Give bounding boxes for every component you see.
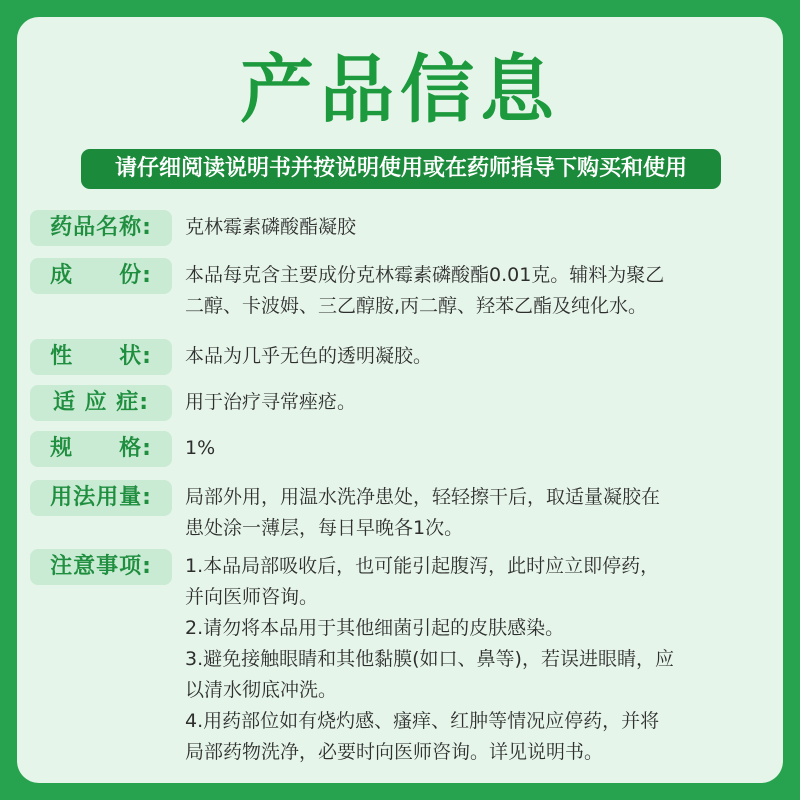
info-line: 1.本品局部吸收后，也可能引起腹泻，此时应立即停药， (185, 555, 660, 577)
info-line: 本品为几乎无色的透明凝胶。 (185, 345, 433, 367)
info-line: 用于治疗寻常痤疮。 (185, 391, 357, 413)
info-value (185, 385, 773, 418)
info-value (185, 549, 773, 768)
page-title: 产品信息 (240, 47, 560, 133)
info-label: 适 应 症: (30, 385, 172, 421)
product-info-card (17, 17, 783, 783)
usage-notice-banner: 请仔细阅读说明书并按说明使用或在药师指导下购买和使用 (81, 149, 721, 189)
info-line: 二醇、卡波姆、三乙醇胺,丙二醇、羟苯乙酯及纯化水。 (185, 295, 648, 317)
info-line: 局部外用，用温水洗净患处，轻轻擦干后，取适量凝胶在 (185, 486, 661, 508)
info-line: 4.用药部位如有烧灼感、瘙痒、红肿等情况应停药，并将 (185, 710, 660, 732)
info-line: 局部药物洗净，必要时向医师咨询。详见说明书。 (185, 741, 604, 763)
info-value (185, 480, 773, 544)
info-line: 患处涂一薄层，每日早晚各1次。 (185, 517, 464, 539)
info-label: 规 格: (30, 431, 172, 467)
info-value (185, 210, 773, 243)
info-value (185, 431, 773, 464)
info-line: 克林霉素磷酸酯凝胶 (185, 216, 357, 238)
info-value (185, 339, 773, 372)
info-value (185, 258, 773, 322)
info-label: 注意事项: (30, 549, 172, 585)
info-label: 药品名称: (30, 210, 172, 246)
info-line: 并向医师咨询。 (185, 586, 319, 608)
info-line: 本品每克含主要成份克林霉素磷酸酯0.01克。辅料为聚乙 (185, 264, 665, 286)
info-label: 性 状: (30, 339, 172, 375)
info-line: 2.请勿将本品用于其他细菌引起的皮肤感染。 (185, 617, 565, 639)
info-line: 1% (185, 437, 216, 459)
info-line: 以清水彻底冲洗。 (185, 679, 338, 701)
info-line: 3.避免接触眼睛和其他黏膜(如口、鼻等)，若误进眼睛，应 (185, 648, 674, 670)
info-label: 用法用量: (30, 480, 172, 516)
info-label: 成 份: (30, 258, 172, 294)
